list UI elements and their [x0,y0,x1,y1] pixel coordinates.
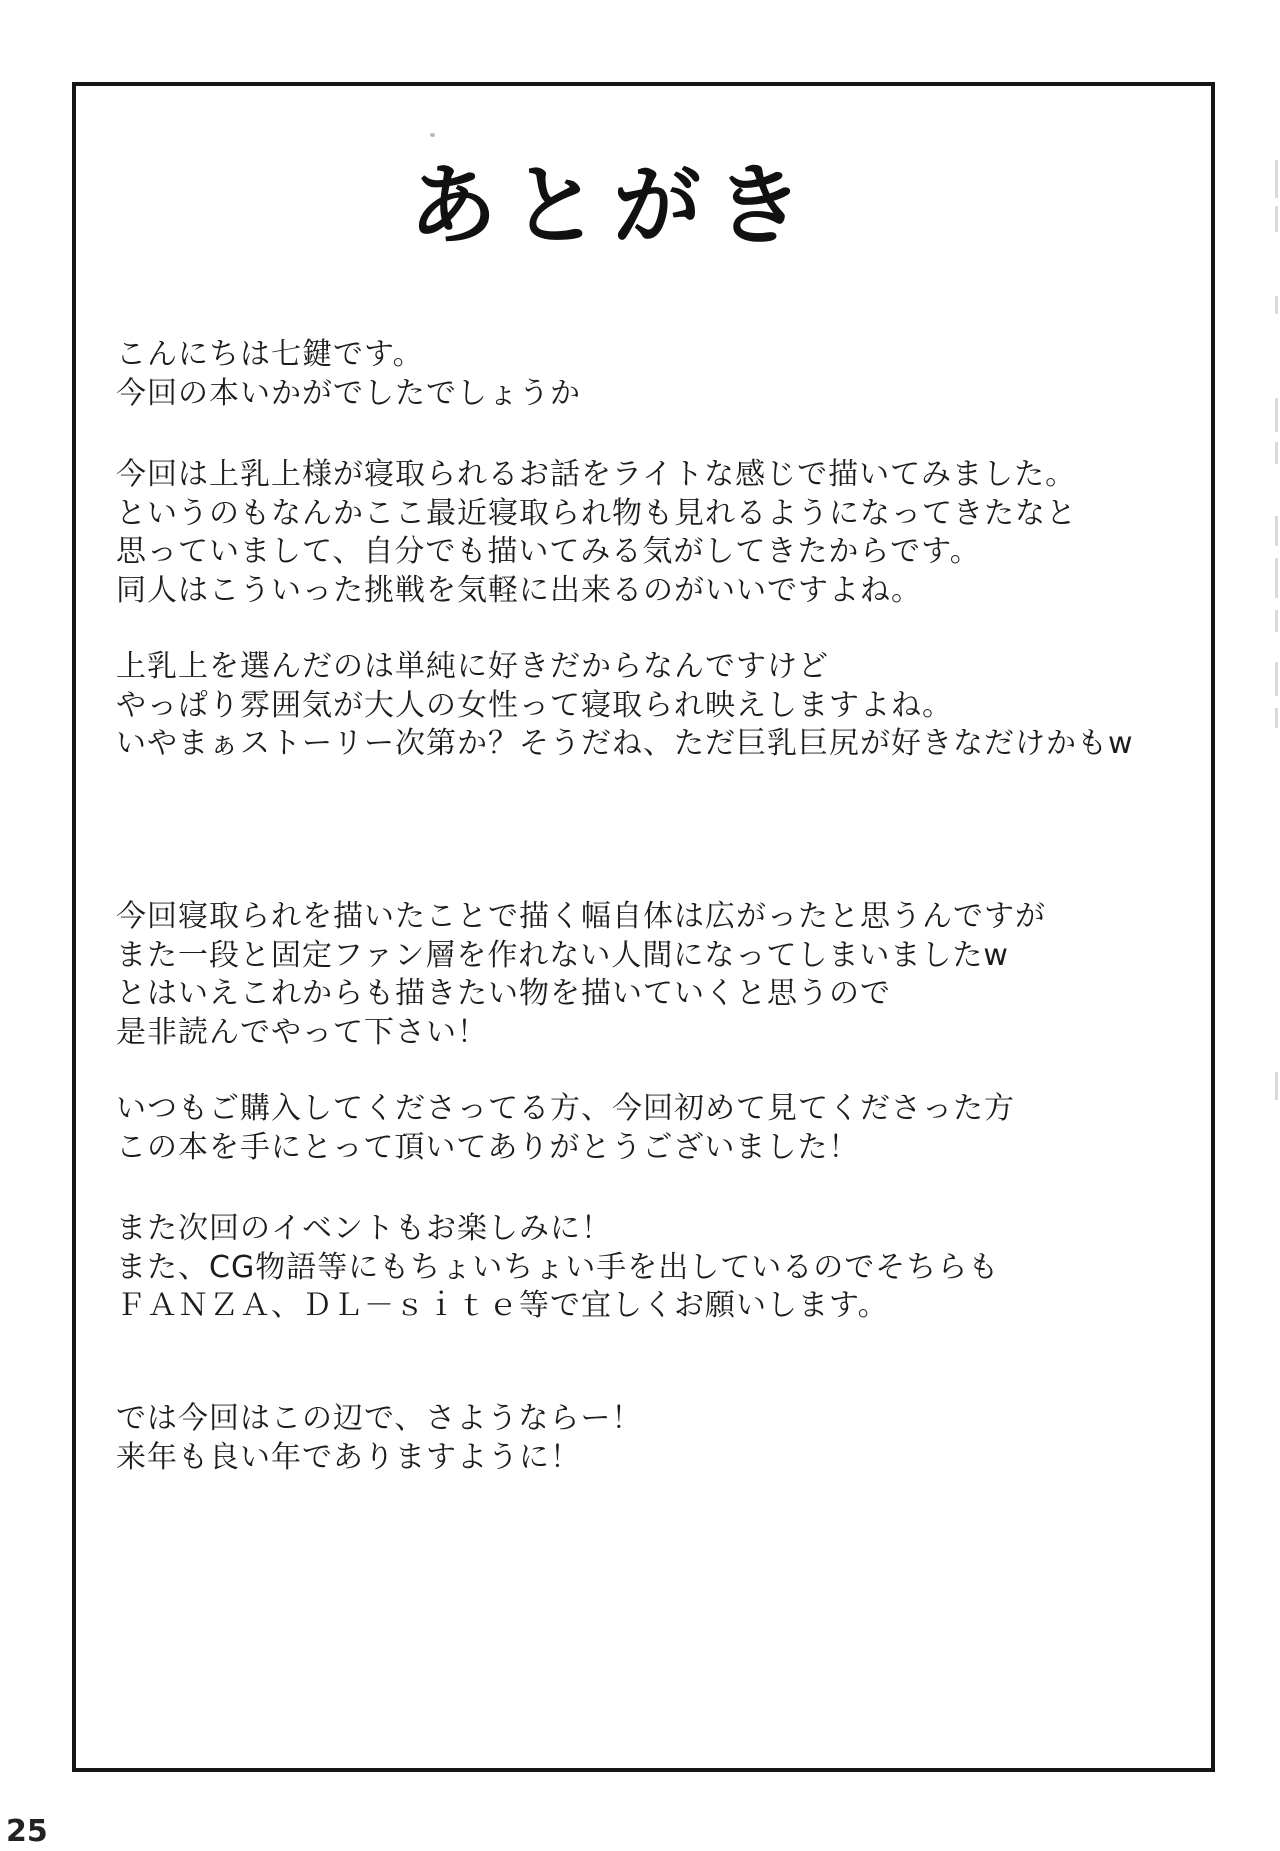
scan-edge-artifact [1275,206,1278,232]
scan-edge-artifact [1275,558,1278,598]
text-line: というのもなんかここ最近寝取られ物も見れるようになってきたなと [116,495,1077,531]
text-line: 上乳上を選んだのは単純に好きだからなんですけど [116,649,829,684]
afterword-paragraph-about-book [116,456,1077,610]
text-line: 今回は上乳上様が寝取られるお話をライトな感じで描いてみました。 [116,457,1077,492]
scan-edge-artifact [1275,442,1278,464]
text-line: この本を手にとって頂いてありがとうございました！ [116,1129,860,1165]
text-line: 今回の本いかがでしたでしょうか [116,375,581,411]
text-line: では今回はこの辺で、さようならー！ [116,1401,643,1436]
afterword-paragraph-reflection [116,898,1046,1052]
afterword-paragraph-thanks [116,1090,1015,1167]
afterword-paragraph-announcements [116,1210,999,1326]
text-line: また次回のイベントもお楽しみに！ [116,1211,612,1246]
scan-edge-artifact [1275,610,1278,632]
text-line: いつもご購入してくださってる方、今回初めて見てくださった方 [116,1091,1015,1126]
scan-edge-artifact [1275,516,1278,546]
text-line: とはいえこれからも描きたい物を描いていくと思うので [116,976,891,1011]
text-line: 思っていまして、自分でも描いてみる気がしてきたからです。 [116,534,981,569]
scan-edge-artifact [1275,296,1278,314]
text-line: こんにちは七鍵です。 [116,337,424,372]
text-line: 是非読んでやって下さい！ [116,1014,488,1050]
page-title: あとがき [408,154,817,257]
afterword-paragraph-character-choice [116,648,1134,764]
scan-edge-artifact [1275,1072,1278,1100]
text-line: 同人はこういった挑戦を気軽に出来るのがいいですよね。 [116,572,922,608]
page-number: 25 [6,1814,48,1849]
scan-edge-artifact [1275,398,1278,432]
scan-edge-artifact [1275,708,1278,728]
text-line: また一段と固定ファン層を作れない人間になってしまいましたw [116,937,1009,973]
text-line: また、CG物語等にもちょいちょい手を出しているのでそちらも [116,1249,1000,1285]
scan-edge-artifact [1275,160,1278,198]
scan-edge-artifact [1275,662,1278,696]
text-line: 今回寝取られを描いたことで描く幅自体は広がったと思うんですが [116,899,1046,934]
afterword-paragraph-greeting [116,336,581,413]
text-line: いやまぁストーリー次第か？そうだね、ただ巨乳巨尻が好きなだけかもw [116,726,1134,761]
afterword-paragraph-farewell [116,1400,642,1477]
text-line: 来年も良い年でありますように！ [116,1439,581,1475]
text-line: やっぱり雰囲気が大人の女性って寝取られ映えしますよね。 [116,687,953,723]
text-line: ＦＡＮＺＡ、ＤＬ－ｓｉｔｅ等で宜しくお願いします。 [116,1288,889,1323]
